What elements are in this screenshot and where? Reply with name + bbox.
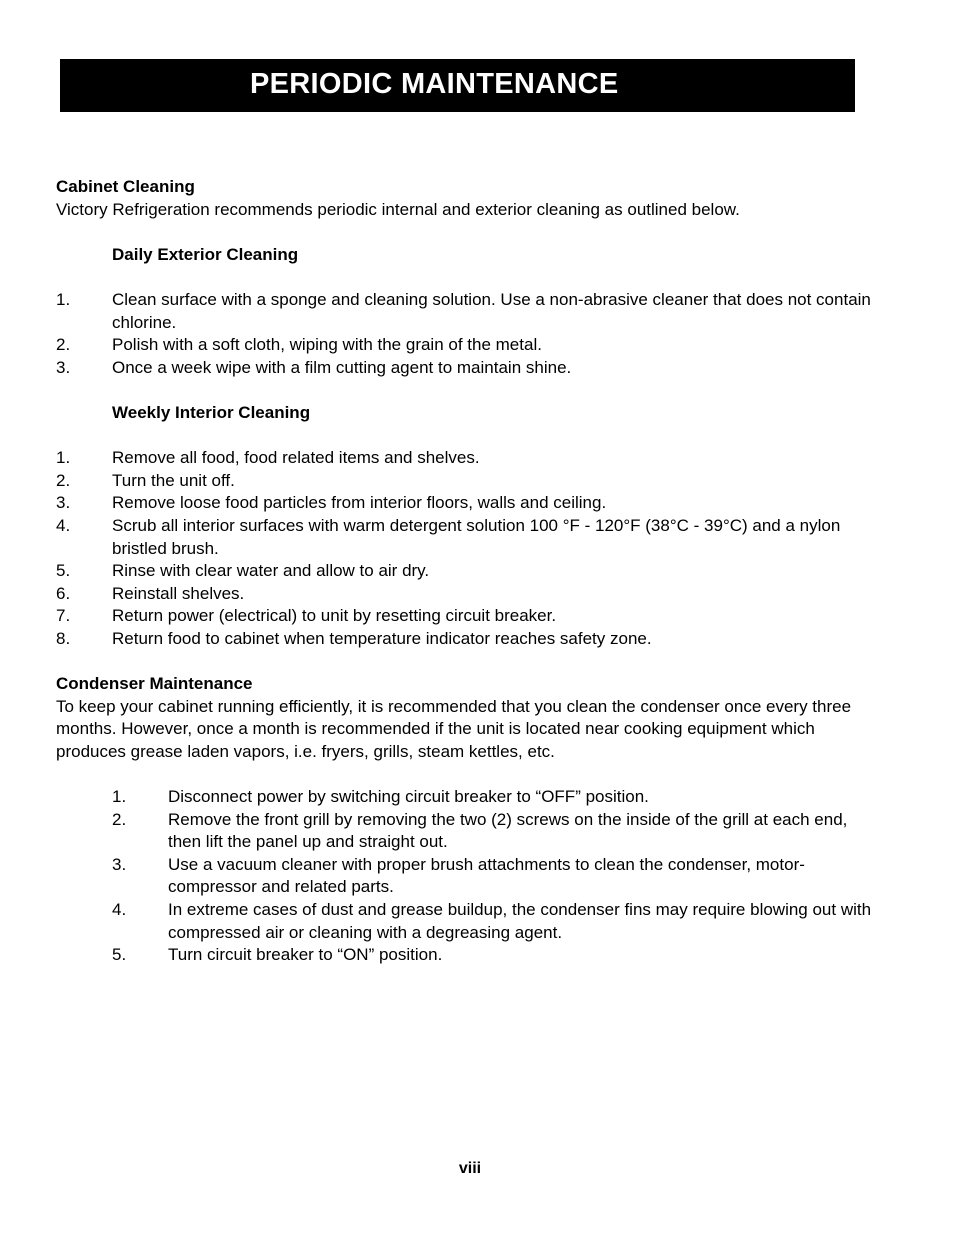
list-item — [56, 628, 876, 651]
list-item-text: Return food to cabinet when temperature indicator reaches safety zone. — [112, 628, 652, 648]
weekly-interior-list — [56, 447, 876, 650]
list-item — [56, 289, 876, 334]
list-item-text: Clean surface with a sponge and cleaning solution. Use a non-abrasive cleaner that does not contain chlorine. — [112, 289, 871, 332]
list-item-text: Remove the front grill by removing the two (2) screws on the inside of the grill at each end, then lift the panel up and straight out. — [168, 809, 848, 852]
page-number: viii — [458, 1160, 482, 1177]
list-item-number: 2. — [56, 470, 71, 490]
list-item — [112, 944, 876, 967]
condenser-maintenance-intro: To keep your cabinet running efficiently, it is recommended that you clean the condenser once every three months. However, once a month is recommended if the unit is located near cooking equipment which produces grease laden vapors, i.e. fryers, grills, steam kettles, etc. — [56, 696, 852, 761]
list-item-number: 3. — [56, 357, 71, 377]
document-body — [56, 176, 876, 967]
list-item-text: Polish with a soft cloth, wiping with the grain of the metal. — [112, 335, 542, 355]
list-item — [56, 334, 876, 357]
list-item-number: 5. — [112, 945, 127, 965]
page-title: PERIODIC MAINTENANCE — [250, 68, 619, 100]
list-item-number: 6. — [56, 583, 71, 603]
list-item — [56, 560, 876, 583]
list-item — [56, 515, 876, 560]
list-item-number: 4. — [56, 515, 71, 535]
list-item-text: Once a week wipe with a film cutting agent to maintain shine. — [112, 357, 572, 377]
condenser-maintenance-list — [56, 786, 876, 967]
cabinet-cleaning-intro: Victory Refrigeration recommends periodic internal and exterior cleaning as outlined below. — [56, 199, 740, 219]
list-item-text: Remove all food, food related items and shelves. — [112, 448, 480, 468]
list-item-number: 7. — [56, 606, 71, 626]
list-item-number: 1. — [56, 448, 71, 468]
daily-exterior-heading: Daily Exterior Cleaning — [112, 244, 299, 264]
list-item — [56, 357, 876, 380]
list-item-text: Rinse with clear water and allow to air dry. — [112, 561, 430, 581]
list-item — [112, 854, 876, 899]
weekly-interior-heading: Weekly Interior Cleaning — [112, 402, 311, 422]
list-item-number: 2. — [112, 809, 127, 829]
cabinet-cleaning-heading: Cabinet Cleaning — [56, 177, 195, 196]
list-item — [56, 605, 876, 628]
list-item-text: Remove loose food particles from interior floors, walls and ceiling. — [112, 493, 607, 513]
title-bar — [60, 59, 855, 112]
daily-exterior-list — [56, 289, 876, 379]
list-item-number: 2. — [56, 335, 71, 355]
list-item-number: 1. — [112, 787, 127, 807]
list-item-number: 8. — [56, 628, 71, 648]
list-item — [56, 583, 876, 606]
list-item-text: Reinstall shelves. — [112, 583, 245, 603]
list-item — [112, 899, 876, 944]
list-item-text: Turn circuit breaker to “ON” position. — [168, 945, 443, 965]
list-item-number: 5. — [56, 561, 71, 581]
list-item-number: 3. — [56, 493, 71, 513]
list-item-number: 1. — [56, 289, 71, 309]
list-item — [112, 786, 876, 809]
list-item-text: Use a vacuum cleaner with proper brush attachments to clean the condenser, motor-compressor and related parts. — [168, 854, 805, 897]
list-item-text: Return power (electrical) to unit by resetting circuit breaker. — [112, 606, 557, 626]
list-item — [56, 447, 876, 470]
list-item — [112, 809, 876, 854]
list-item — [56, 470, 876, 493]
list-item — [56, 492, 876, 515]
list-item-text: Disconnect power by switching circuit breaker to “OFF” position. — [168, 787, 649, 807]
condenser-maintenance-heading: Condenser Maintenance — [56, 674, 253, 694]
list-item-number: 3. — [112, 854, 127, 874]
list-item-text: Scrub all interior surfaces with warm detergent solution 100 °F - 120°F (38°C - 39°C) and a nylon bristled brush. — [112, 515, 841, 558]
list-item-text: Turn the unit off. — [112, 470, 235, 490]
list-item-number: 4. — [112, 900, 127, 919]
list-item-text: In extreme cases of dust and grease buildup, the condenser fins may require blowing out with compressed air or cleaning with a degreasing agent. — [168, 900, 872, 942]
